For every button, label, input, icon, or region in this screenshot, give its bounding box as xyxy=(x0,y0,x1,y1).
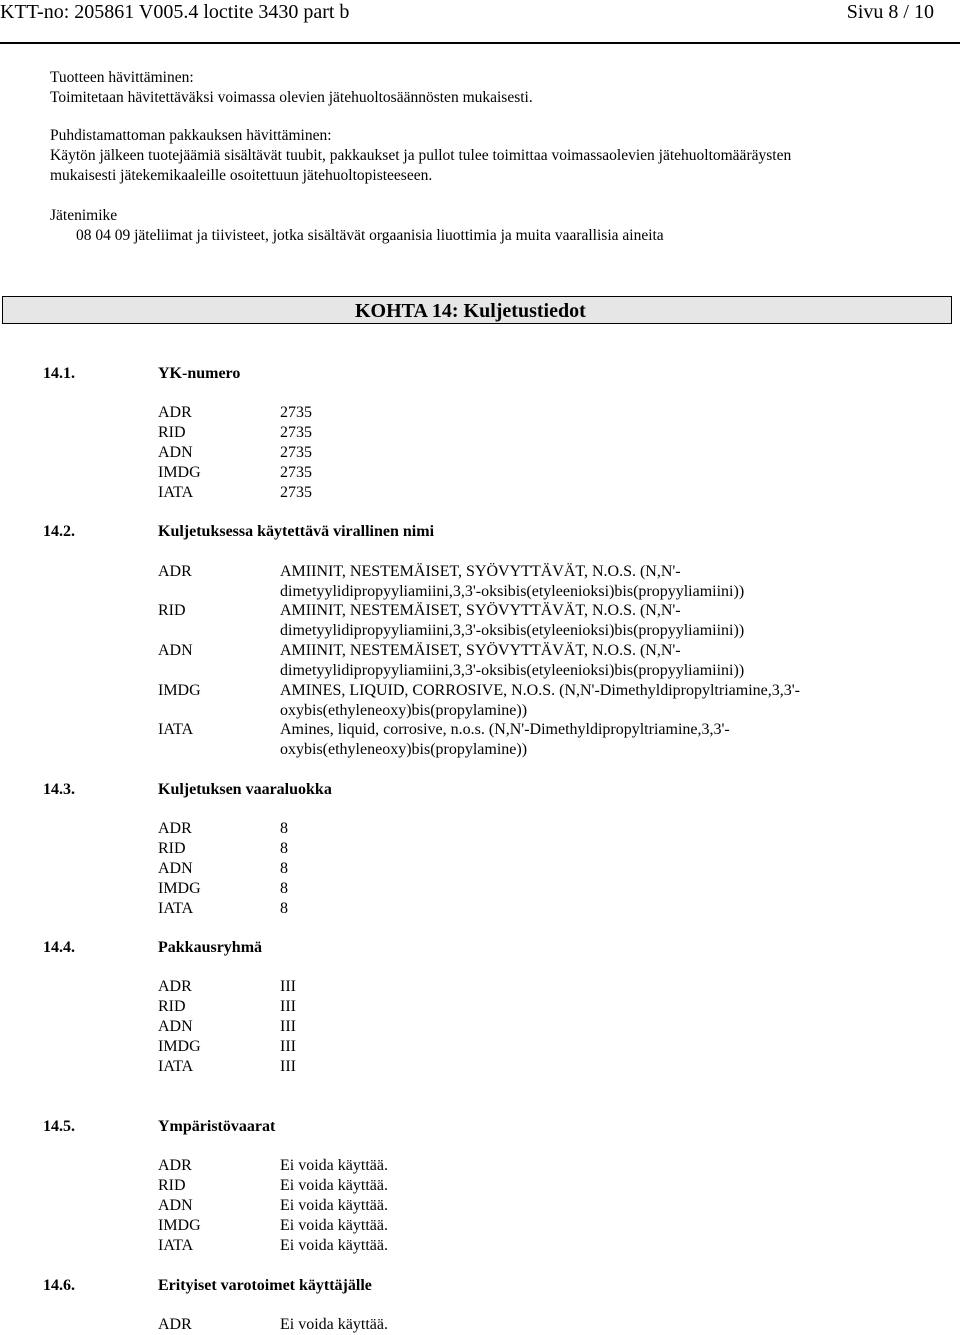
transport-mode-label: ADR xyxy=(158,404,192,421)
transport-mode-label: IMDG xyxy=(158,1217,201,1234)
waste-code-text: 08 04 09 jäteliimat ja tiivisteet, jotka sisältävät orgaanisia liuottimia ja muita vaarallisia aineita xyxy=(76,227,664,244)
document-header-left: KTT-no: 205861 V005.4 loctite 3430 part b xyxy=(0,1,350,23)
transport-mode-label: ADR xyxy=(158,1157,192,1174)
transport-value: AMINES, LIQUID, CORROSIVE, N.O.S. (N,N'-Dimethyldipropyltriamine,3,3'- xyxy=(280,682,800,699)
transport-value: 2735 xyxy=(280,464,312,481)
transport-mode-label: ADR xyxy=(158,978,192,995)
transport-mode-label: RID xyxy=(158,998,186,1015)
subsection-number: 14.6. xyxy=(43,1277,75,1294)
section-title: KOHTA 14: Kuljetustiedot xyxy=(355,300,586,322)
subsection-number: 14.3. xyxy=(43,781,75,798)
transport-value: Ei voida käyttää. xyxy=(280,1237,388,1254)
subsection-title: Kuljetuksessa käytettävä virallinen nimi xyxy=(158,523,435,540)
transport-value: Ei voida käyttää. xyxy=(280,1177,388,1194)
subsection-number: 14.5. xyxy=(43,1118,75,1135)
transport-value: AMIINIT, NESTEMÄISET, SYÖVYTTÄVÄT, N.O.S. (N,N'- xyxy=(280,602,681,619)
transport-mode-label: IMDG xyxy=(158,880,201,897)
transport-mode-label: ADR xyxy=(158,820,192,837)
transport-value: 2735 xyxy=(280,424,312,441)
transport-mode-label: IATA xyxy=(158,484,194,501)
transport-mode-label: ADN xyxy=(158,642,193,659)
subsection-number: 14.1. xyxy=(43,365,75,382)
transport-mode-label: IMDG xyxy=(158,464,201,481)
transport-mode-label: IMDG xyxy=(158,1038,201,1055)
transport-mode-label: ADN xyxy=(158,1018,193,1035)
transport-mode-label: RID xyxy=(158,840,186,857)
transport-value: Ei voida käyttää. xyxy=(280,1316,388,1333)
transport-value: 8 xyxy=(280,860,288,877)
transport-value: Ei voida käyttää. xyxy=(280,1157,388,1174)
transport-value: III xyxy=(280,998,296,1015)
transport-mode-label: RID xyxy=(158,424,186,441)
transport-value: Amines, liquid, corrosive, n.o.s. (N,N'-Dimethyldipropyltriamine,3,3'- xyxy=(280,721,730,738)
page-number: Sivu 8 / 10 xyxy=(846,1,934,23)
packaging-disposal-heading: Puhdistamattoman pakkauksen hävittäminen: xyxy=(50,127,332,144)
transport-value: Ei voida käyttää. xyxy=(280,1197,388,1214)
subsection-title: YK-numero xyxy=(158,365,241,382)
transport-value-continued: dimetyylidipropyyliamiini,3,3'-oksibis(etyleenioksi)bis(propyyliamiini)) xyxy=(280,583,745,600)
subsection-title: Erityiset varotoimet käyttäjälle xyxy=(158,1277,372,1294)
transport-mode-label: RID xyxy=(158,1177,186,1194)
subsection-number: 14.4. xyxy=(43,939,75,956)
transport-mode-label: IATA xyxy=(158,1237,194,1254)
transport-value: 2735 xyxy=(280,404,312,421)
transport-value: III xyxy=(280,1038,296,1055)
waste-code-heading: Jätenimike xyxy=(50,207,118,224)
subsection-title: Ympäristövaarat xyxy=(158,1118,276,1135)
transport-value-continued: oxybis(ethyleneoxy)bis(propylamine)) xyxy=(280,741,528,758)
transport-mode-label: ADR xyxy=(158,563,192,580)
subsection-number: 14.2. xyxy=(43,523,75,540)
transport-mode-label: IATA xyxy=(158,900,194,917)
transport-value: AMIINIT, NESTEMÄISET, SYÖVYTTÄVÄT, N.O.S. (N,N'- xyxy=(280,563,681,580)
product-disposal-heading: Tuotteen hävittäminen: xyxy=(50,69,194,86)
transport-mode-label: IATA xyxy=(158,1058,194,1075)
transport-value-continued: dimetyylidipropyyliamiini,3,3'-oksibis(etyleenioksi)bis(propyyliamiini)) xyxy=(280,662,745,679)
transport-value: 2735 xyxy=(280,444,312,461)
transport-value: AMIINIT, NESTEMÄISET, SYÖVYTTÄVÄT, N.O.S. (N,N'- xyxy=(280,642,681,659)
transport-value: Ei voida käyttää. xyxy=(280,1217,388,1234)
subsection-title: Kuljetuksen vaaraluokka xyxy=(158,781,332,798)
packaging-disposal-text-line2: mukaisesti jätekemikaaleille osoitettuun jätehuoltopisteeseen. xyxy=(50,167,433,184)
packaging-disposal-text-line1: Käytön jälkeen tuotejäämiä sisältävät tuubit, pakkaukset ja pullot tulee toimittaa voimassaolevien jätehuoltomääräysten xyxy=(50,147,792,164)
transport-value: 8 xyxy=(280,820,288,837)
transport-mode-label: ADR xyxy=(158,1316,192,1333)
transport-mode-label: RID xyxy=(158,602,186,619)
transport-value: 2735 xyxy=(280,484,312,501)
header-divider xyxy=(0,42,960,44)
transport-mode-label: ADN xyxy=(158,444,193,461)
transport-value-continued: oxybis(ethyleneoxy)bis(propylamine)) xyxy=(280,702,528,719)
transport-mode-label: IATA xyxy=(158,721,194,738)
subsection-title: Pakkausryhmä xyxy=(158,939,263,956)
transport-value: 8 xyxy=(280,880,288,897)
product-disposal-text: Toimitetaan hävitettäväksi voimassa olevien jätehuoltosäännösten mukaisesti. xyxy=(50,89,533,106)
transport-mode-label: ADN xyxy=(158,1197,193,1214)
transport-value: 8 xyxy=(280,840,288,857)
transport-value: III xyxy=(280,978,296,995)
transport-value: III xyxy=(280,1058,296,1075)
transport-value-continued: dimetyylidipropyyliamiini,3,3'-oksibis(etyleenioksi)bis(propyyliamiini)) xyxy=(280,622,745,639)
transport-value: 8 xyxy=(280,900,288,917)
transport-mode-label: ADN xyxy=(158,860,193,877)
transport-value: III xyxy=(280,1018,296,1035)
transport-mode-label: IMDG xyxy=(158,682,201,699)
